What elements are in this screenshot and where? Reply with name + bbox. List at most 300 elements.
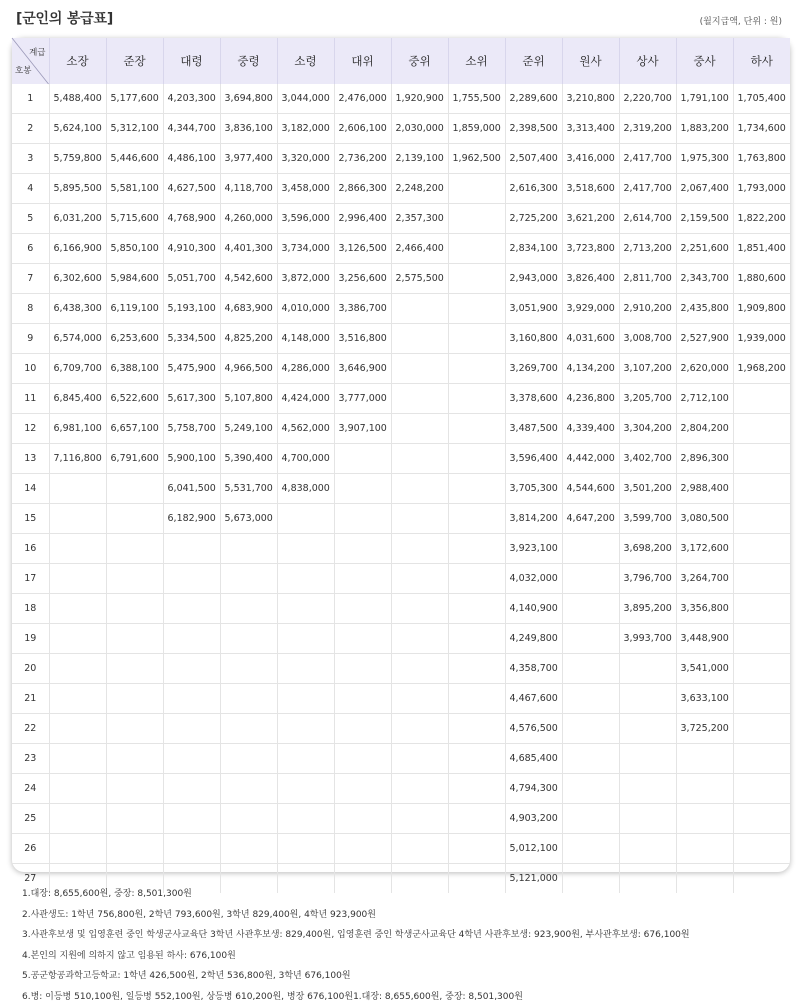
salary-cell: 3,386,700	[334, 294, 391, 324]
table-row	[12, 324, 790, 354]
step-cell: 19	[12, 624, 49, 654]
salary-cell: 4,032,000	[505, 564, 562, 594]
salary-cell: 3,256,600	[334, 264, 391, 294]
salary-cell	[220, 714, 277, 744]
salary-cell: 2,606,100	[334, 114, 391, 144]
salary-cell: 1,734,600	[733, 114, 790, 144]
table-row	[12, 354, 790, 384]
column-header: 중령	[220, 38, 277, 84]
salary-cell	[391, 834, 448, 864]
salary-cell	[334, 804, 391, 834]
table-row	[12, 774, 790, 804]
salary-cell: 5,531,700	[220, 474, 277, 504]
salary-cell: 3,826,400	[562, 264, 619, 294]
salary-cell	[277, 594, 334, 624]
salary-cell: 3,596,000	[277, 204, 334, 234]
step-cell: 21	[12, 684, 49, 714]
salary-cell	[391, 294, 448, 324]
salary-cell	[733, 654, 790, 684]
salary-cell: 6,041,500	[163, 474, 220, 504]
column-header: 원사	[562, 38, 619, 84]
salary-cell	[733, 594, 790, 624]
salary-cell	[334, 624, 391, 654]
salary-cell: 5,984,600	[106, 264, 163, 294]
salary-cell: 5,715,600	[106, 204, 163, 234]
salary-cell	[391, 774, 448, 804]
salary-cell: 5,051,700	[163, 264, 220, 294]
salary-cell	[277, 714, 334, 744]
salary-cell	[163, 804, 220, 834]
table-row	[12, 84, 790, 114]
salary-cell	[619, 714, 676, 744]
salary-cell: 2,466,400	[391, 234, 448, 264]
diagonal-divider	[12, 38, 49, 84]
column-header: 대령	[163, 38, 220, 84]
salary-cell	[619, 774, 676, 804]
salary-cell: 4,700,000	[277, 444, 334, 474]
salary-cell: 3,694,800	[220, 84, 277, 114]
salary-cell: 6,031,200	[49, 204, 106, 234]
table-row	[12, 834, 790, 864]
salary-cell: 5,475,900	[163, 354, 220, 384]
salary-cell: 1,968,200	[733, 354, 790, 384]
salary-cell	[220, 594, 277, 624]
salary-cell	[334, 714, 391, 744]
salary-cell	[562, 534, 619, 564]
salary-cell: 3,264,700	[676, 564, 733, 594]
salary-cell: 3,126,500	[334, 234, 391, 264]
salary-cell	[220, 534, 277, 564]
salary-cell: 2,910,200	[619, 294, 676, 324]
step-cell: 1	[12, 84, 49, 114]
salary-cell	[448, 744, 505, 774]
salary-cell	[334, 474, 391, 504]
salary-cell	[334, 684, 391, 714]
salary-cell: 4,685,400	[505, 744, 562, 774]
salary-cell	[733, 744, 790, 774]
salary-cell: 2,725,200	[505, 204, 562, 234]
salary-cell: 5,488,400	[49, 84, 106, 114]
salary-cell	[106, 504, 163, 534]
salary-cell	[448, 504, 505, 534]
salary-cell: 2,343,700	[676, 264, 733, 294]
salary-cell	[220, 804, 277, 834]
salary-cell: 2,943,000	[505, 264, 562, 294]
salary-cell	[163, 744, 220, 774]
salary-cell: 3,895,200	[619, 594, 676, 624]
salary-cell: 3,304,200	[619, 414, 676, 444]
salary-cell: 4,542,600	[220, 264, 277, 294]
salary-cell	[277, 834, 334, 864]
salary-cell: 4,910,300	[163, 234, 220, 264]
salary-cell: 4,562,000	[277, 414, 334, 444]
salary-cell	[733, 834, 790, 864]
salary-cell: 1,975,300	[676, 144, 733, 174]
salary-cell: 1,755,500	[448, 84, 505, 114]
table-row	[12, 504, 790, 534]
step-cell: 11	[12, 384, 49, 414]
salary-cell: 3,107,200	[619, 354, 676, 384]
column-header: 소장	[49, 38, 106, 84]
salary-cell: 4,424,000	[277, 384, 334, 414]
step-cell: 9	[12, 324, 49, 354]
salary-cell	[334, 504, 391, 534]
salary-cell	[49, 624, 106, 654]
salary-cell	[106, 654, 163, 684]
step-cell: 23	[12, 744, 49, 774]
salary-cell	[220, 624, 277, 654]
salary-cell: 3,008,700	[619, 324, 676, 354]
table-row	[12, 234, 790, 264]
salary-cell	[448, 654, 505, 684]
salary-cell: 2,507,400	[505, 144, 562, 174]
salary-cell: 4,140,900	[505, 594, 562, 624]
salary-cell: 1,822,200	[733, 204, 790, 234]
step-cell: 8	[12, 294, 49, 324]
salary-cell	[391, 324, 448, 354]
salary-cell: 4,401,300	[220, 234, 277, 264]
salary-cell: 2,866,300	[334, 174, 391, 204]
salary-cell	[562, 684, 619, 714]
salary-cell: 5,012,100	[505, 834, 562, 864]
salary-cell: 6,709,700	[49, 354, 106, 384]
salary-cell	[448, 384, 505, 414]
salary-cell: 3,923,100	[505, 534, 562, 564]
salary-cell	[619, 654, 676, 684]
salary-cell	[220, 834, 277, 864]
salary-cell: 5,624,100	[49, 114, 106, 144]
salary-cell: 5,177,600	[106, 84, 163, 114]
salary-cell: 3,596,400	[505, 444, 562, 474]
step-cell: 16	[12, 534, 49, 564]
salary-cell	[163, 534, 220, 564]
salary-cell	[49, 564, 106, 594]
footnote: 2.사관생도: 1학년 756,800원, 2학년 793,600원, 3학년 829,400원, 4학년 923,900원	[22, 905, 792, 926]
table-row	[12, 174, 790, 204]
salary-cell: 3,734,000	[277, 234, 334, 264]
salary-cell: 2,713,200	[619, 234, 676, 264]
salary-cell: 2,616,300	[505, 174, 562, 204]
salary-cell	[334, 594, 391, 624]
salary-cell: 1,705,400	[733, 84, 790, 114]
salary-cell: 4,249,800	[505, 624, 562, 654]
column-header: 하사	[733, 38, 790, 84]
column-header: 소령	[277, 38, 334, 84]
step-cell: 22	[12, 714, 49, 744]
salary-cell	[391, 624, 448, 654]
column-header: 소위	[448, 38, 505, 84]
salary-cell: 2,476,000	[334, 84, 391, 114]
salary-cell: 1,791,100	[676, 84, 733, 114]
step-cell: 3	[12, 144, 49, 174]
salary-cell: 3,516,800	[334, 324, 391, 354]
salary-cell: 6,388,100	[106, 354, 163, 384]
step-cell: 24	[12, 774, 49, 804]
salary-cell	[220, 654, 277, 684]
salary-cell: 3,080,500	[676, 504, 733, 534]
salary-cell	[448, 294, 505, 324]
footnote: 4.본인의 지원에 의하지 않고 임용된 하사: 676,100원	[22, 946, 792, 967]
salary-cell: 3,993,700	[619, 624, 676, 654]
salary-cell	[163, 714, 220, 744]
column-header: 준장	[106, 38, 163, 84]
salary-cell: 5,249,100	[220, 414, 277, 444]
step-cell: 13	[12, 444, 49, 474]
step-cell: 5	[12, 204, 49, 234]
salary-cell	[391, 594, 448, 624]
salary-cell: 5,581,100	[106, 174, 163, 204]
salary-cell	[562, 714, 619, 744]
salary-cell: 3,705,300	[505, 474, 562, 504]
salary-cell	[391, 474, 448, 504]
salary-cell: 5,850,100	[106, 234, 163, 264]
salary-cell: 5,334,500	[163, 324, 220, 354]
salary-cell: 5,617,300	[163, 384, 220, 414]
salary-cell	[562, 624, 619, 654]
table-row	[12, 474, 790, 504]
page-title: [군인의 봉급표]	[16, 8, 113, 28]
salary-cell	[106, 834, 163, 864]
salary-cell	[562, 804, 619, 834]
salary-cell: 6,182,900	[163, 504, 220, 534]
step-cell: 7	[12, 264, 49, 294]
salary-cell	[277, 804, 334, 834]
salary-cell	[562, 774, 619, 804]
salary-cell: 2,811,700	[619, 264, 676, 294]
salary-cell	[562, 744, 619, 774]
step-cell: 14	[12, 474, 49, 504]
salary-cell: 3,378,600	[505, 384, 562, 414]
salary-cell	[448, 594, 505, 624]
salary-cell: 3,416,000	[562, 144, 619, 174]
salary-cell: 4,134,200	[562, 354, 619, 384]
step-cell: 12	[12, 414, 49, 444]
table-row	[12, 114, 790, 144]
salary-cell	[277, 624, 334, 654]
step-cell: 10	[12, 354, 49, 384]
salary-cell: 1,883,200	[676, 114, 733, 144]
table-row	[12, 294, 790, 324]
salary-cell	[448, 624, 505, 654]
salary-cell: 6,981,100	[49, 414, 106, 444]
salary-cell: 6,253,600	[106, 324, 163, 354]
salary-cell	[733, 714, 790, 744]
salary-cell: 4,203,300	[163, 84, 220, 114]
column-header: 준위	[505, 38, 562, 84]
salary-cell: 4,236,800	[562, 384, 619, 414]
footnotes	[22, 884, 792, 1007]
salary-cell	[106, 564, 163, 594]
salary-cell	[277, 654, 334, 684]
table-row	[12, 444, 790, 474]
salary-cell: 5,895,500	[49, 174, 106, 204]
salary-cell: 4,339,400	[562, 414, 619, 444]
salary-cell: 2,289,600	[505, 84, 562, 114]
salary-cell	[106, 624, 163, 654]
salary-cell: 4,794,300	[505, 774, 562, 804]
salary-cell	[391, 564, 448, 594]
salary-cell: 4,627,500	[163, 174, 220, 204]
step-cell: 20	[12, 654, 49, 684]
table-row	[12, 384, 790, 414]
salary-cell: 2,139,100	[391, 144, 448, 174]
salary-cell	[448, 474, 505, 504]
salary-cell: 2,834,100	[505, 234, 562, 264]
salary-cell: 1,909,800	[733, 294, 790, 324]
salary-cell: 2,736,200	[334, 144, 391, 174]
salary-cell	[619, 744, 676, 774]
salary-cell: 6,119,100	[106, 294, 163, 324]
salary-cell	[391, 534, 448, 564]
salary-cell	[220, 744, 277, 774]
column-header: 중사	[676, 38, 733, 84]
table-row	[12, 684, 790, 714]
salary-cell: 3,977,400	[220, 144, 277, 174]
salary-cell	[733, 624, 790, 654]
salary-cell	[733, 804, 790, 834]
salary-cell	[448, 564, 505, 594]
salary-cell: 4,358,700	[505, 654, 562, 684]
step-cell: 25	[12, 804, 49, 834]
salary-cell: 2,417,700	[619, 144, 676, 174]
salary-cell: 4,544,600	[562, 474, 619, 504]
salary-cell	[334, 564, 391, 594]
salary-cell	[334, 774, 391, 804]
step-cell: 4	[12, 174, 49, 204]
salary-cell	[448, 354, 505, 384]
salary-cell: 3,313,400	[562, 114, 619, 144]
salary-cell: 2,996,400	[334, 204, 391, 234]
salary-cell	[49, 834, 106, 864]
salary-cell	[163, 564, 220, 594]
salary-cell	[676, 834, 733, 864]
salary-cell: 4,486,100	[163, 144, 220, 174]
salary-cell: 6,845,400	[49, 384, 106, 414]
salary-cell	[676, 804, 733, 834]
salary-cell: 6,791,600	[106, 444, 163, 474]
salary-cell: 4,825,200	[220, 324, 277, 354]
salary-cell: 3,907,100	[334, 414, 391, 444]
salary-cell: 3,458,000	[277, 174, 334, 204]
salary-cell: 3,872,000	[277, 264, 334, 294]
column-header: 상사	[619, 38, 676, 84]
salary-cell: 2,435,800	[676, 294, 733, 324]
salary-cell: 3,051,900	[505, 294, 562, 324]
salary-cell: 2,417,700	[619, 174, 676, 204]
table-row	[12, 654, 790, 684]
salary-cell: 2,988,400	[676, 474, 733, 504]
step-cell: 15	[12, 504, 49, 534]
salary-cell	[733, 474, 790, 504]
salary-cell: 1,880,600	[733, 264, 790, 294]
step-cell: 27	[12, 864, 49, 894]
salary-cell: 7,116,800	[49, 444, 106, 474]
salary-cell: 1,851,400	[733, 234, 790, 264]
salary-cell	[391, 384, 448, 414]
salary-cell	[391, 414, 448, 444]
salary-cell: 2,575,500	[391, 264, 448, 294]
salary-cell: 4,118,700	[220, 174, 277, 204]
salary-cell	[106, 594, 163, 624]
salary-cell: 5,390,400	[220, 444, 277, 474]
salary-table-container	[12, 38, 790, 872]
salary-cell: 5,673,000	[220, 504, 277, 534]
salary-cell: 2,398,500	[505, 114, 562, 144]
salary-cell	[448, 324, 505, 354]
salary-cell: 6,574,000	[49, 324, 106, 354]
salary-cell: 2,614,700	[619, 204, 676, 234]
salary-cell	[49, 774, 106, 804]
salary-cell	[49, 654, 106, 684]
salary-cell: 4,286,000	[277, 354, 334, 384]
salary-cell	[334, 834, 391, 864]
salary-cell	[562, 654, 619, 684]
salary-cell	[733, 564, 790, 594]
salary-cell	[106, 744, 163, 774]
table-row	[12, 714, 790, 744]
footnote: 5.공군항공과학고등학교: 1학년 426,500원, 2학년 536,800원, 3학년 676,100원	[22, 966, 792, 987]
salary-cell	[163, 624, 220, 654]
salary-cell: 5,107,800	[220, 384, 277, 414]
salary-cell: 3,777,000	[334, 384, 391, 414]
salary-cell	[448, 234, 505, 264]
salary-cell: 3,182,000	[277, 114, 334, 144]
table-body	[12, 84, 790, 893]
salary-cell: 6,302,600	[49, 264, 106, 294]
salary-cell: 4,966,500	[220, 354, 277, 384]
salary-cell	[106, 474, 163, 504]
step-cell: 18	[12, 594, 49, 624]
salary-cell	[277, 504, 334, 534]
table-row	[12, 564, 790, 594]
salary-cell: 4,260,000	[220, 204, 277, 234]
salary-cell	[733, 384, 790, 414]
table-row	[12, 594, 790, 624]
salary-cell	[106, 804, 163, 834]
salary-cell: 6,657,100	[106, 414, 163, 444]
salary-cell	[277, 564, 334, 594]
table-header-row	[12, 38, 790, 84]
salary-cell	[733, 534, 790, 564]
column-header: 중위	[391, 38, 448, 84]
table-row	[12, 744, 790, 774]
salary-cell: 2,159,500	[676, 204, 733, 234]
table-row	[12, 204, 790, 234]
salary-cell: 4,647,200	[562, 504, 619, 534]
salary-cell	[448, 174, 505, 204]
salary-cell	[277, 684, 334, 714]
salary-cell	[448, 534, 505, 564]
salary-cell: 3,356,800	[676, 594, 733, 624]
salary-cell	[49, 714, 106, 744]
salary-cell	[49, 744, 106, 774]
salary-cell: 3,621,200	[562, 204, 619, 234]
footnote: 1.대장: 8,655,600원, 중장: 8,501,300원	[22, 884, 792, 905]
salary-cell: 4,344,700	[163, 114, 220, 144]
salary-cell	[391, 654, 448, 684]
salary-cell	[106, 534, 163, 564]
salary-cell: 1,920,900	[391, 84, 448, 114]
salary-cell: 3,160,800	[505, 324, 562, 354]
salary-cell: 3,487,500	[505, 414, 562, 444]
salary-cell: 3,320,000	[277, 144, 334, 174]
salary-cell: 2,030,000	[391, 114, 448, 144]
salary-cell: 3,723,800	[562, 234, 619, 264]
salary-cell: 3,698,200	[619, 534, 676, 564]
salary-cell: 5,758,700	[163, 414, 220, 444]
salary-cell	[106, 714, 163, 744]
salary-cell: 4,031,600	[562, 324, 619, 354]
